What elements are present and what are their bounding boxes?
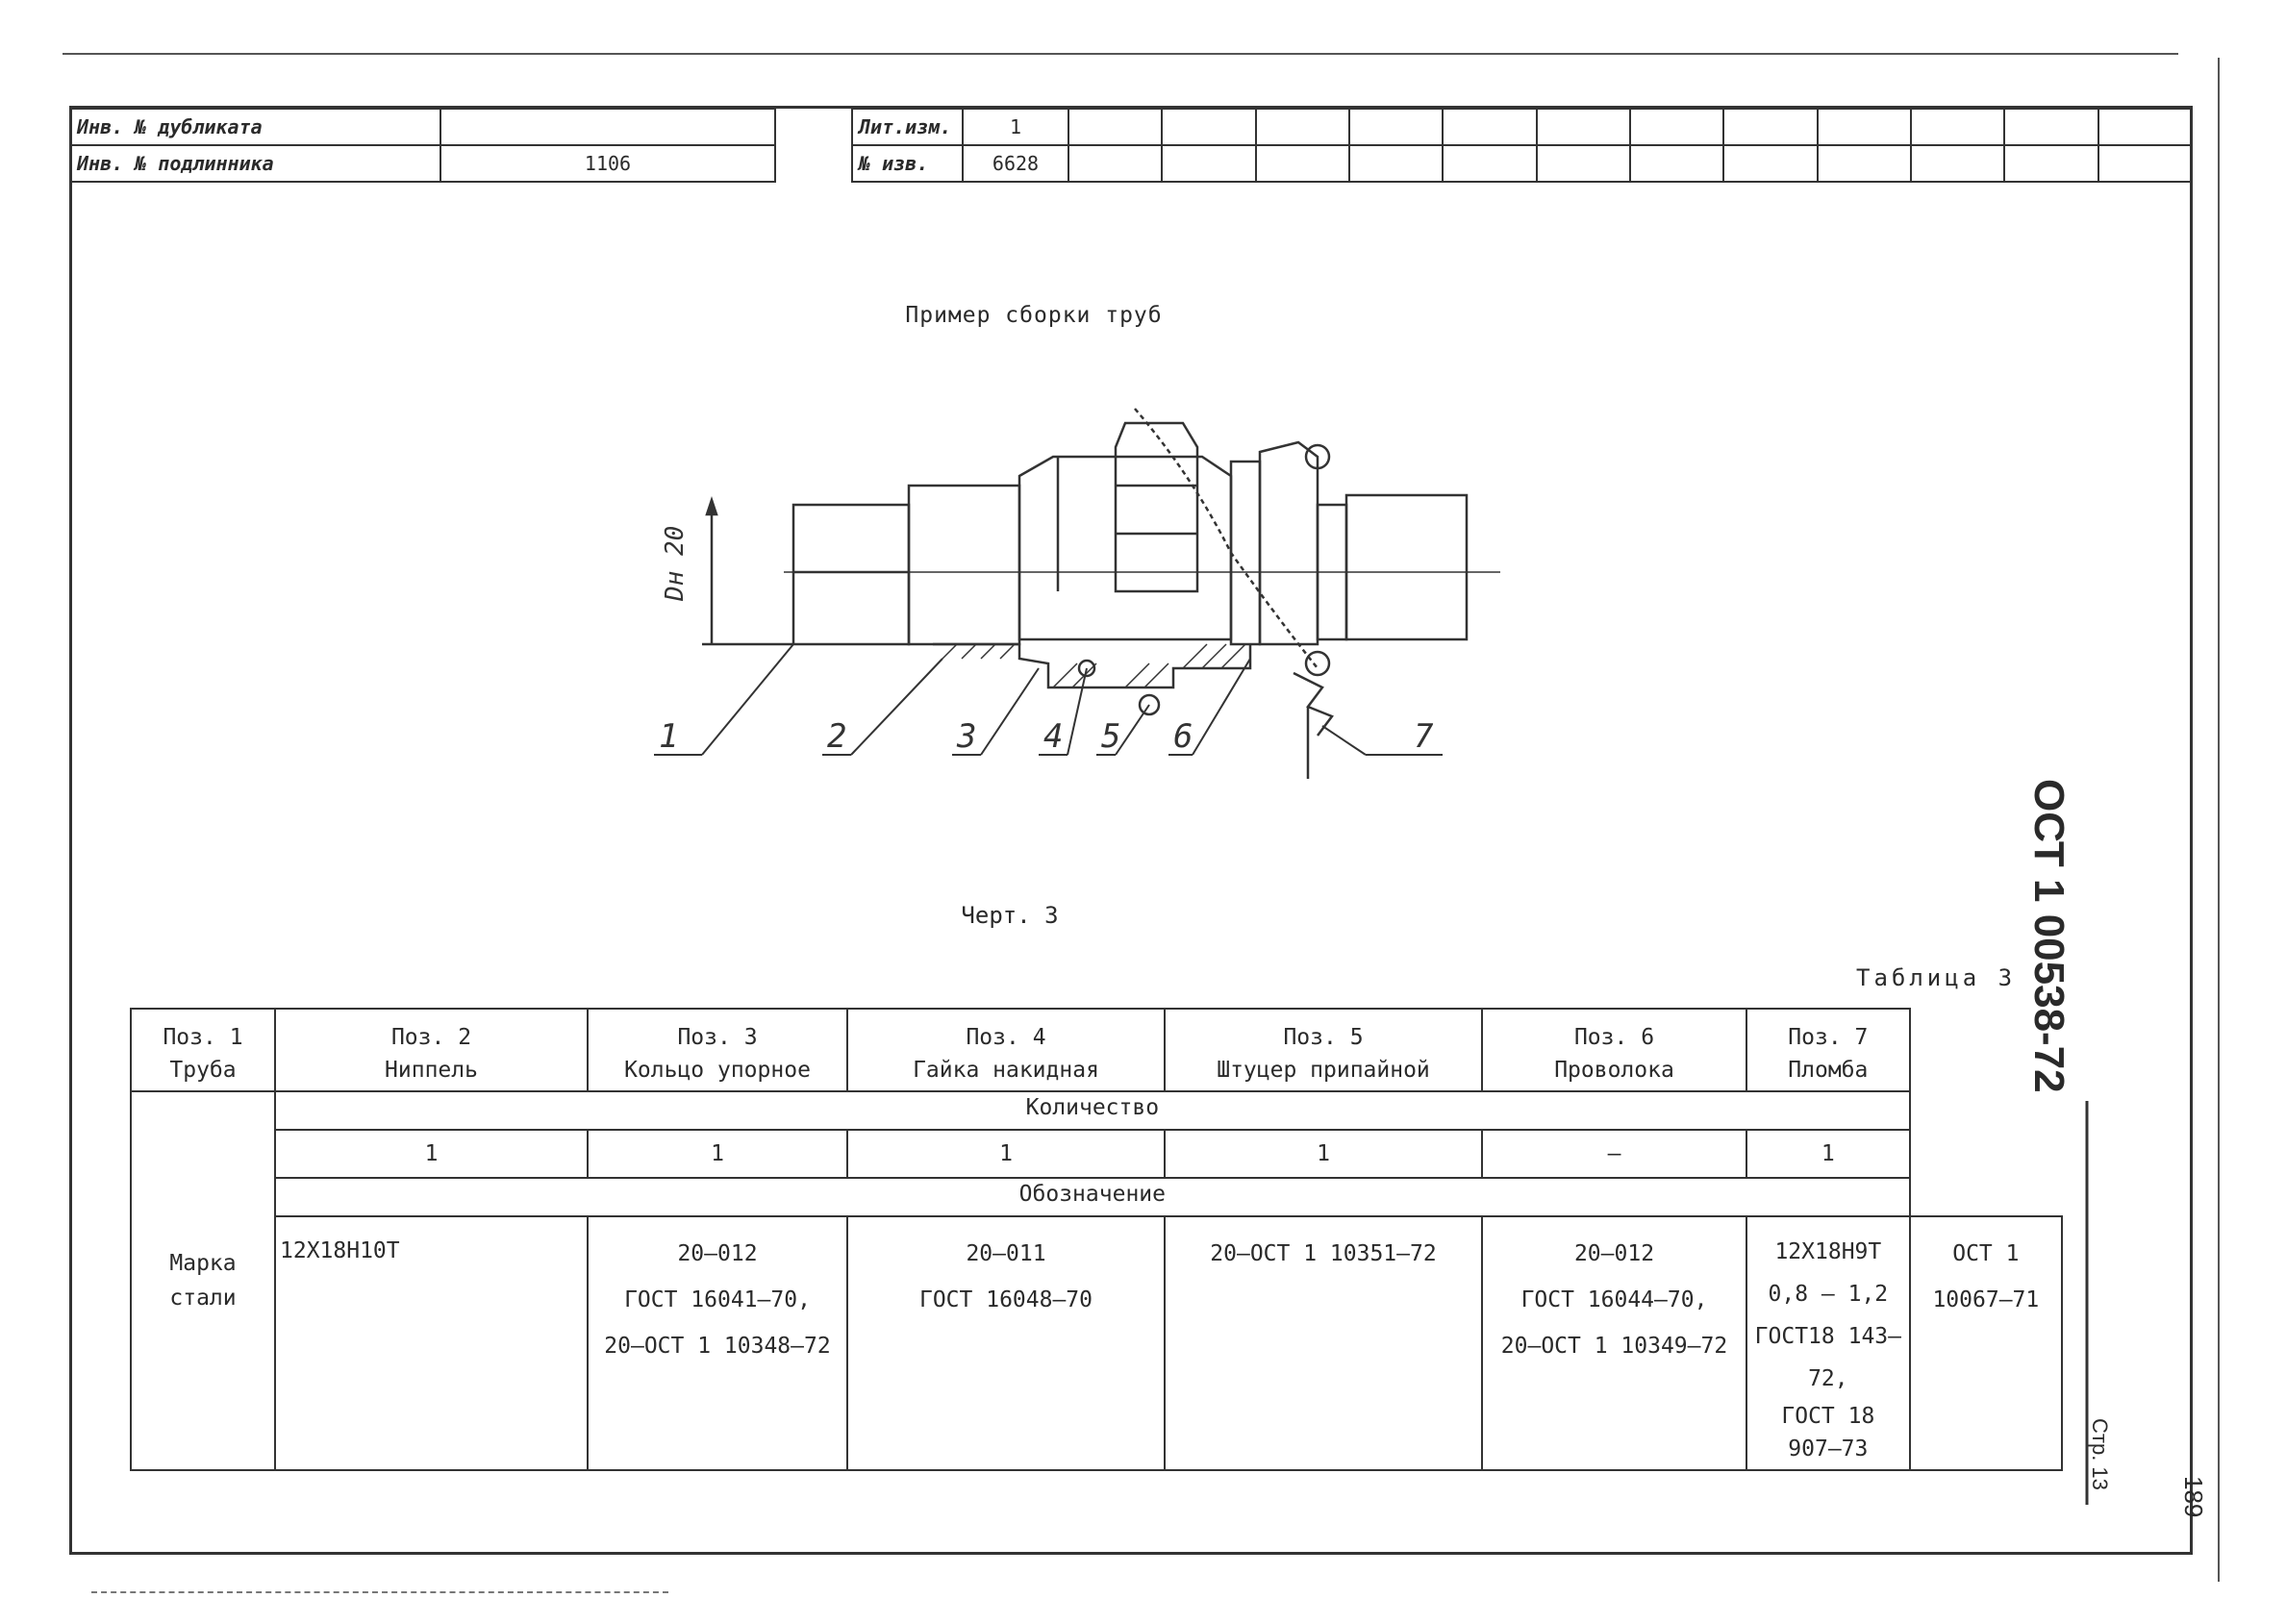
column-pos: Поз. 2	[390, 1025, 472, 1050]
table-header-row	[131, 1009, 2062, 1091]
drawing-title: Пример сборки труб	[905, 303, 1163, 328]
designation-line: 20–ОСТ 1 10348–72	[604, 1334, 831, 1359]
right-border-line	[2218, 58, 2220, 1582]
quantity-cell: 1	[1746, 1130, 1910, 1178]
column-header	[588, 1009, 847, 1091]
union-nut	[1019, 457, 1231, 639]
designation-line: 20–012	[1573, 1241, 1655, 1266]
lock-eye-bottom	[1306, 652, 1329, 675]
header-value	[440, 109, 775, 145]
pipe-right	[1346, 495, 1467, 639]
header-empty-cell	[1630, 145, 1723, 182]
header-empty-cell	[1443, 109, 1536, 145]
designation-cell	[847, 1216, 1165, 1470]
header-empty-cell	[1818, 109, 1911, 145]
parts-table	[130, 1008, 2063, 1471]
fitting-collar	[1231, 462, 1260, 644]
designation-line: ГОСТ 16044–70,	[1520, 1287, 1708, 1312]
callout-6: 6	[1173, 717, 1193, 756]
column-name: Пломба	[1788, 1058, 1869, 1083]
column-pos: Поз. 3	[677, 1025, 758, 1050]
designation-line: 20–ОСТ 1 10349–72	[1500, 1334, 1728, 1359]
header-left-row	[70, 109, 775, 145]
header-value: 6628	[963, 145, 1068, 182]
column-header	[131, 1009, 275, 1091]
section-contour	[933, 644, 1250, 687]
header-empty-cell	[1162, 145, 1255, 182]
header-empty-cell	[1537, 109, 1630, 145]
designation-cell	[1910, 1216, 2062, 1470]
header-empty-cell	[1630, 109, 1723, 145]
quantity-cell: 1	[847, 1130, 1165, 1178]
header-left-row	[70, 145, 775, 182]
steel-grade-value: 12Х18Н10Т	[275, 1216, 588, 1470]
column-pos: Поз. 7	[1788, 1025, 1869, 1050]
header-empty-cell	[2004, 109, 2098, 145]
header-empty-cell	[1723, 109, 1817, 145]
header-empty-cell	[1443, 145, 1536, 182]
header-label: № изв.	[852, 145, 963, 182]
column-pos: Поз. 1	[163, 1025, 243, 1050]
header-empty-cell	[1723, 145, 1817, 182]
column-name: Кольцо упорное	[624, 1058, 811, 1083]
header-empty-cell	[1537, 145, 1630, 182]
sheet-number-text: 189	[2179, 1476, 2208, 1518]
standard-code: ОСТ 1 00538-72	[2025, 779, 2072, 1093]
header-empty-cell	[2098, 145, 2192, 182]
designation-line: 20–011	[966, 1241, 1046, 1266]
quantity-label-row	[131, 1091, 2062, 1130]
quantity-label: Количество	[275, 1091, 1910, 1130]
callout-2: 2	[827, 717, 847, 756]
header-empty-cell	[1818, 145, 1911, 182]
pipe-left	[793, 505, 909, 644]
column-header	[1746, 1009, 1910, 1091]
designation-cell	[1746, 1216, 1910, 1470]
header-empty-cell	[1349, 109, 1443, 145]
header-empty-cell	[2004, 145, 2098, 182]
header-empty-cell	[1068, 145, 1162, 182]
header-empty-cell	[2098, 109, 2192, 145]
column-name: Труба	[169, 1058, 237, 1083]
header-left-table	[69, 108, 776, 183]
column-header	[1165, 1009, 1482, 1091]
quantity-cell: 1	[1165, 1130, 1482, 1178]
designation-line: ОСТ 1 10067–71	[1932, 1241, 2040, 1312]
callout-7: 7	[1414, 717, 1434, 756]
designation-cell	[1165, 1216, 1482, 1470]
header-empty-cell	[1256, 109, 1349, 145]
dimension-label: Dн 20	[661, 525, 690, 601]
designation-label: Обозначение	[275, 1178, 1910, 1216]
callout-1: 1	[659, 717, 679, 756]
bottom-dashed-line	[91, 1591, 668, 1593]
column-header	[275, 1009, 588, 1091]
steel-grade-label: Марка стали	[131, 1091, 275, 1470]
standard-page: Стр. 13	[2088, 1418, 2112, 1490]
fitting-hex	[1260, 442, 1318, 644]
header-empty-cell	[1911, 109, 2004, 145]
header-value: 1	[963, 109, 1068, 145]
header-value: 1106	[440, 145, 775, 182]
standard-stamp	[2025, 779, 2152, 1510]
designation-cell	[1482, 1216, 1746, 1470]
designation-line: 20–ОСТ 1 10351–72	[1210, 1241, 1437, 1266]
column-header	[1482, 1009, 1746, 1091]
designation-line: 12Х18Н9Т	[1774, 1239, 1882, 1264]
dimension-arrow	[707, 500, 716, 514]
column-pos: Поз. 5	[1283, 1025, 1364, 1050]
header-right-row	[852, 145, 2192, 182]
column-name: Гайка накидная	[913, 1058, 1099, 1083]
top-border-line	[63, 53, 2178, 55]
designation-cell	[588, 1216, 847, 1470]
designation-label-row	[131, 1178, 2062, 1216]
header-empty-cell	[1162, 109, 1255, 145]
header-empty-cell	[1068, 109, 1162, 145]
quantity-cell: –	[1482, 1130, 1746, 1178]
sheet-number	[2175, 1471, 2214, 1548]
table-caption: Таблица 3	[1856, 964, 2017, 991]
designation-line: ГОСТ 16041–70,	[624, 1287, 811, 1312]
designation-line: ГОСТ 18 907–73	[1781, 1404, 1875, 1462]
quantity-cell: 1	[588, 1130, 847, 1178]
quantity-row	[131, 1130, 2062, 1178]
nipple	[909, 486, 1019, 644]
header-right-row	[852, 109, 2192, 145]
header-empty-cell	[1911, 145, 2004, 182]
designation-line: ГОСТ18 143–72,	[1754, 1324, 1901, 1391]
designation-line: ГОСТ 16048–70	[918, 1287, 1093, 1312]
drawing-caption: Черт. 3	[961, 902, 1059, 929]
column-name: Ниппель	[385, 1058, 478, 1083]
column-name: Штуцер припайной	[1217, 1058, 1430, 1083]
header-label: Инв. № подлинника	[70, 145, 440, 182]
nut-hex	[1116, 423, 1197, 591]
header-empty-cell	[1349, 145, 1443, 182]
lead-seal	[1294, 673, 1332, 779]
column-name: Проволока	[1554, 1058, 1674, 1083]
designation-row	[131, 1216, 2062, 1470]
header-empty-cell	[1256, 145, 1349, 182]
designation-line: 20–012	[677, 1241, 758, 1266]
callout-5: 5	[1101, 717, 1121, 756]
column-pos: Поз. 4	[966, 1025, 1046, 1050]
header-label: Инв. № дубликата	[70, 109, 440, 145]
callout-3: 3	[957, 717, 977, 756]
lock-wire	[1135, 409, 1318, 668]
column-pos: Поз. 6	[1573, 1025, 1655, 1050]
header-label: Лит.изм.	[852, 109, 963, 145]
column-header	[847, 1009, 1165, 1091]
pipe-assembly-drawing	[615, 399, 1481, 812]
designation-line: 0,8 – 1,2	[1768, 1282, 1889, 1307]
callout-4: 4	[1043, 717, 1064, 756]
quantity-cell: 1	[275, 1130, 588, 1178]
header-right-table	[851, 108, 2193, 183]
